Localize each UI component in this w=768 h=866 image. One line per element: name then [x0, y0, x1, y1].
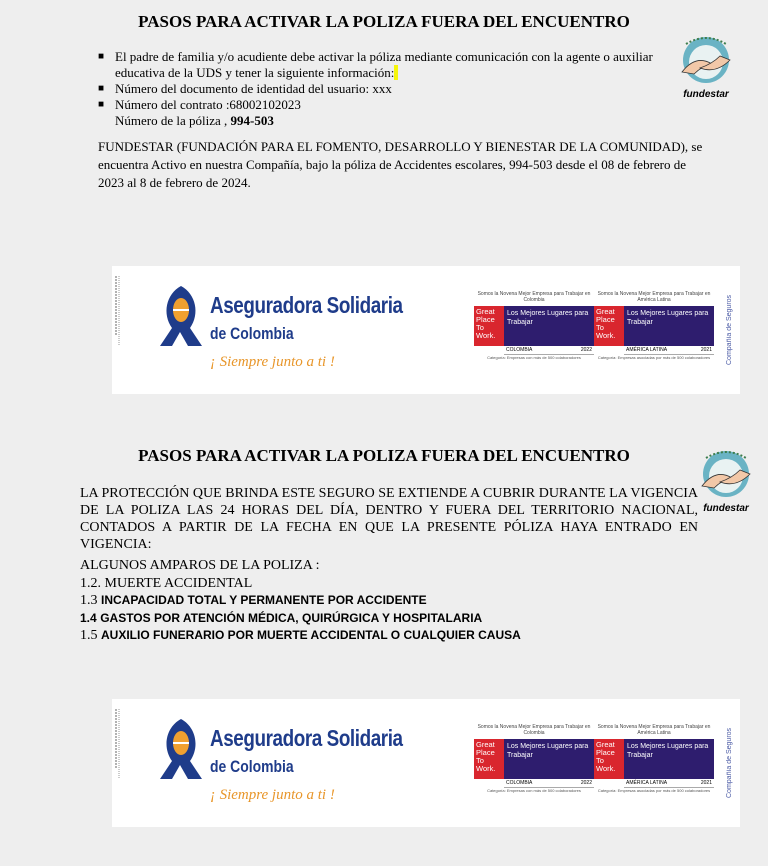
- gptw-year: 2022: [580, 347, 592, 353]
- gptw-caption: Somos la Novena Mejor Empresa para Trabajar en América Latina: [597, 291, 711, 303]
- bullet-icon: ■: [98, 83, 105, 94]
- amparos-list: [80, 557, 720, 645]
- company-subname: de Colombia: [210, 757, 294, 776]
- list-item: [98, 97, 688, 113]
- item-number: 1.5: [80, 628, 98, 643]
- gptw-headline: Los Mejores Lugares para Trabajar: [504, 306, 594, 346]
- aseguradora-logo-icon: [156, 717, 206, 781]
- fundestar-paragraph: FUNDESTAR (FUNDACIÓN PARA EL FOMENTO, DESARROLLO Y BIENESTAR DE LA COMUNIDAD), se encuentra Activo en nuestra Compañía, bajo la póliza de Accidentes escolares, 994-503 desde el 08 de febrero de 2023 al 8 de febrero de 2024.: [98, 139, 703, 190]
- item-text: INCAPACIDAD TOTAL Y PERMANENTE POR ACCIDENTE: [101, 593, 427, 607]
- gptw-caption: Somos la Novena Mejor Empresa para Trabajar en Colombia: [477, 291, 591, 303]
- policy-number: 994-503: [230, 113, 274, 128]
- gptw-logo: Great Place To Work.: [594, 739, 624, 779]
- aseguradora-banner-2: [112, 699, 740, 827]
- gptw-note: Categoría: Empresas asociadas por más de 500 colaboradores: [597, 355, 711, 360]
- item-number: 1.3: [80, 593, 101, 608]
- gptw-logo: Great Place To Work.: [594, 306, 624, 346]
- gptw-logo: Great Place To Work.: [474, 739, 504, 779]
- gptw-badge-colombia: [474, 291, 594, 371]
- gptw-caption: Somos la Novena Mejor Empresa para Trabajar en Colombia: [477, 724, 591, 736]
- company-slogan: ¡ Siempre junto a ti !: [210, 354, 335, 370]
- gptw-note: Categoría: Empresas con más de 500 colaboradores: [487, 788, 581, 793]
- policy-label: Número de la póliza ,: [115, 113, 228, 128]
- banner-side-text: Compañía de Seguros: [726, 727, 733, 799]
- gptw-region: COLOMBIA: [506, 347, 533, 353]
- gptw-year: 2021: [700, 780, 712, 786]
- gptw-badge-colombia: [474, 724, 594, 804]
- bullet-text-2: Número del documento de identidad del usuario: xxx: [115, 81, 392, 96]
- section2-title: PASOS PARA ACTIVAR LA POLIZA FUERA DEL ENCUENTRO: [138, 446, 630, 465]
- fundestar-logo: [672, 34, 740, 100]
- bullet-icon: ■: [98, 51, 105, 62]
- company-subname: de Colombia: [210, 324, 294, 343]
- fundestar-hands-icon: [672, 34, 740, 90]
- company-name: Aseguradora Solidaria: [210, 725, 403, 751]
- section1-title: PASOS PARA ACTIVAR LA POLIZA FUERA DEL ENCUENTRO: [138, 12, 630, 31]
- gptw-headline: Los Mejores Lugares para Trabajar: [624, 739, 714, 779]
- banner-side-text: Compañía de Seguros: [726, 294, 733, 366]
- bullet-text-1: El padre de familia y/o acudiente debe activar la póliza mediante comunicación con la agente o auxiliar educativa de la UDS y tener la siguiente información:: [115, 49, 653, 80]
- list-item: [80, 575, 720, 593]
- gptw-region: AMÉRICA LATINA: [626, 780, 668, 786]
- list-item: [98, 49, 688, 81]
- fundestar-hands-icon: [692, 448, 760, 504]
- item-number: 1.2.: [80, 575, 101, 591]
- gptw-headline: Los Mejores Lugares para Trabajar: [624, 306, 714, 346]
- list-item: [80, 610, 720, 628]
- fundestar-logo: [692, 448, 760, 514]
- item-number: 1.4: [80, 610, 97, 625]
- aseguradora-logo-icon: [156, 284, 206, 348]
- item-text: AUXILIO FUNERARIO POR MUERTE ACCIDENTAL O CUALQUIER CAUSA: [101, 628, 521, 642]
- list-item: [98, 81, 688, 97]
- highlight-mark: [394, 65, 397, 80]
- gptw-caption: Somos la Novena Mejor Empresa para Trabajar en América Latina: [597, 724, 711, 736]
- company-name: Aseguradora Solidaria: [210, 292, 403, 318]
- coverage-paragraph: LA PROTECCIÓN QUE BRINDA ESTE SEGURO SE EXTIENDE A CUBRIR DURANTE LA VIGENCIA DE LA POLIZA LAS 24 HORAS DEL DÍA, DENTRO Y FUERA DEL TERRITORIO NACIONAL, CONTADOS A PARTIR DE LA FECHA EN QUE LA PRESENTE PÓLIZA HAYA ENTRADO EN VIGENCIA:: [80, 486, 698, 552]
- gptw-headline: Los Mejores Lugares para Trabajar: [504, 739, 594, 779]
- fundestar-logo-text: fundestar: [683, 89, 729, 100]
- gptw-year: 2021: [700, 347, 712, 353]
- fundestar-logo-text: fundestar: [703, 503, 749, 514]
- gptw-year: 2022: [580, 780, 592, 786]
- gptw-note: Categoría: Empresas con más de 500 colaboradores: [487, 355, 581, 360]
- gptw-region: COLOMBIA: [506, 780, 533, 786]
- company-slogan: ¡ Siempre junto a ti !: [210, 787, 335, 803]
- gptw-badge-latam: [594, 291, 714, 371]
- gptw-note: Categoría: Empresas asociadas por más de 500 colaboradores: [597, 788, 711, 793]
- item-text: GASTOS POR ATENCIÓN MÉDICA, QUIRÚRGICA Y HOSPITALARIA: [100, 610, 483, 625]
- bullet-icon: ■: [98, 99, 105, 110]
- item-text: MUERTE ACCIDENTAL: [104, 575, 253, 591]
- list-item: [80, 592, 720, 610]
- vertical-fineprint: [114, 276, 122, 376]
- vertical-fineprint: [114, 709, 122, 809]
- info-bullet-list: [98, 49, 688, 129]
- amparos-heading: ALGUNOS AMPAROS DE LA POLIZA :: [80, 558, 320, 573]
- aseguradora-banner-1: [112, 266, 740, 394]
- list-item: [80, 627, 720, 645]
- list-item: [98, 113, 688, 129]
- gptw-region: AMÉRICA LATINA: [626, 347, 668, 353]
- gptw-logo: Great Place To Work.: [474, 306, 504, 346]
- gptw-badge-latam: [594, 724, 714, 804]
- bullet-text-3: Número del contrato :68002102023: [115, 97, 301, 112]
